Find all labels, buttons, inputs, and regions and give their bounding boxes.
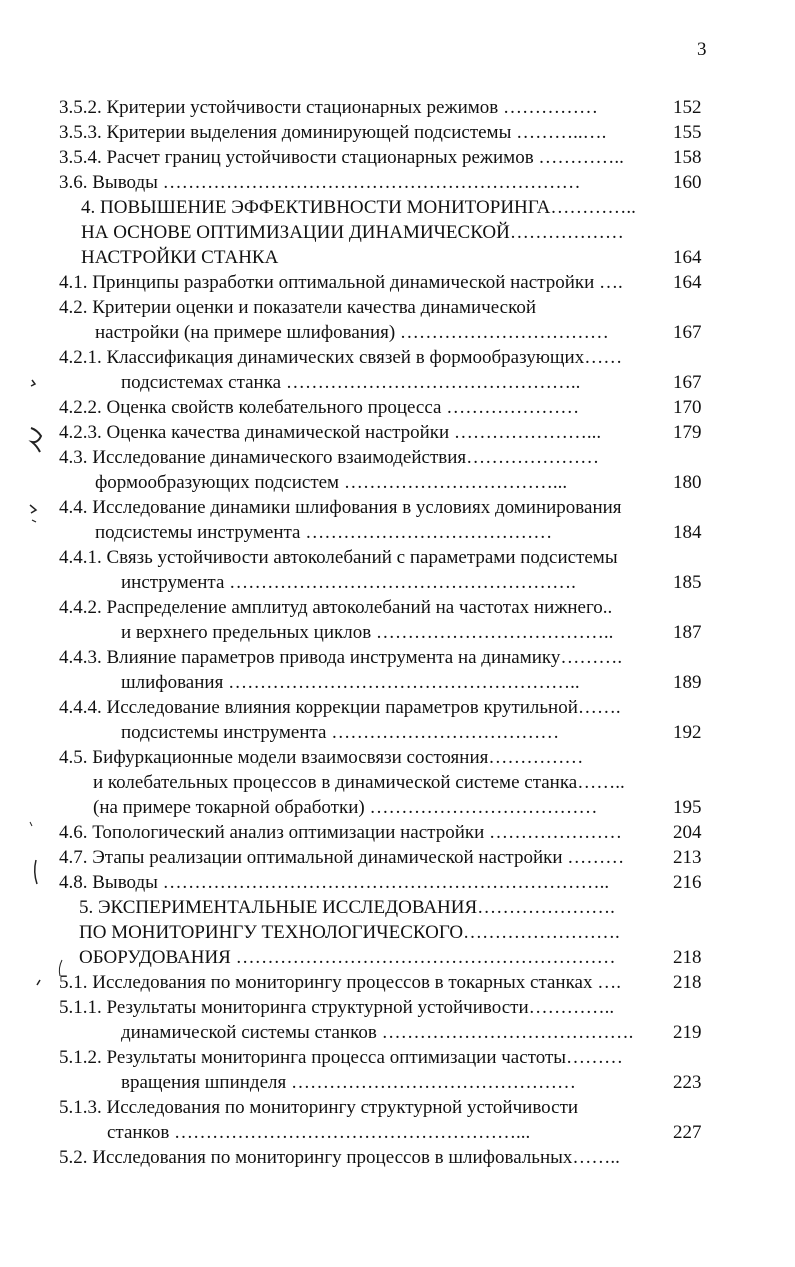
toc-line: 4.4.3. Влияние параметров привода инструмента на динамику………. xyxy=(59,647,623,668)
toc-line: 4.4.1. Связь устойчивости автоколебаний с параметрами подсистемы xyxy=(59,547,618,568)
toc-page-number: 167 xyxy=(673,372,702,393)
toc-line: 5. ЭКСПЕРИМЕНТАЛЬНЫЕ ИССЛЕДОВАНИЯ…………………. xyxy=(79,897,615,918)
toc-line: вращения шпинделя ……………………………………… xyxy=(121,1072,576,1093)
toc-line: настройки (на примере шлифования) …………………………… xyxy=(95,322,609,343)
toc-line: 5.1.1. Результаты мониторинга структурной устойчивости………….. xyxy=(59,997,615,1018)
toc-page-number: 223 xyxy=(673,1072,702,1093)
toc-page-number: 192 xyxy=(673,722,702,743)
toc-page-number: 180 xyxy=(673,472,702,493)
toc-line: (на примере токарной обработки) ……………………………… xyxy=(93,797,598,818)
toc-line: 4.6. Топологический анализ оптимизации настройки ………………… xyxy=(59,822,623,843)
toc-line: 4.2.1. Классификация динамических связей в формообразующих…… xyxy=(59,347,623,368)
toc-line: 4.2.3. Оценка качества динамической настройки …………………... xyxy=(59,422,602,443)
toc-line: подсистемы инструмента ……………………………… xyxy=(121,722,560,743)
toc-line: 4.2. Критерии оценки и показатели качества динамической xyxy=(59,297,537,318)
toc-line: 5.2. Исследования по мониторингу процессов в шлифовальных…….. xyxy=(59,1147,620,1168)
toc-page-number: 164 xyxy=(673,247,702,268)
toc-line: 4.4. Исследование динамики шлифования в условиях доминирования xyxy=(59,497,622,518)
scan-mark-8 xyxy=(59,960,62,976)
scan-mark-7 xyxy=(37,980,40,985)
toc-line: 3.6. Выводы ………………………………………………………… xyxy=(59,172,581,193)
toc-page-number: 170 xyxy=(673,397,702,418)
toc-line: инструмента ………………………………………………. xyxy=(121,572,576,593)
toc-page-number: 216 xyxy=(673,872,702,893)
toc-page-number: 218 xyxy=(673,972,702,993)
toc-page-number: 179 xyxy=(673,422,702,443)
toc-page-number: 184 xyxy=(673,522,702,543)
toc-line: 4.3. Исследование динамического взаимодействия………………… xyxy=(59,447,600,468)
toc-page-number: 167 xyxy=(673,322,702,343)
toc-page-number: 213 xyxy=(673,847,702,868)
toc-line: динамической системы станков …………………………………. xyxy=(121,1022,634,1043)
toc-page-number: 155 xyxy=(673,122,702,143)
scan-mark-4 xyxy=(32,520,36,522)
toc-line: 3.5.3. Критерии выделения доминирующей подсистемы ………..…. xyxy=(59,122,607,143)
toc-line: станков ………………………………………………... xyxy=(107,1122,531,1143)
toc-line: 5.1.3. Исследования по мониторингу структурной устойчивости xyxy=(59,1097,579,1118)
toc-line: 5.1.2. Результаты мониторинга процесса оптимизации частоты……… xyxy=(59,1047,624,1068)
toc-line: ОБОРУДОВАНИЯ …………………………………………………… xyxy=(79,947,616,968)
toc-line: и верхнего предельных циклов ……………………………….. xyxy=(121,622,614,643)
toc-line: 4.7. Этапы реализации оптимальной динамической настройки ……… xyxy=(59,847,625,868)
toc-line: ПО МОНИТОРИНГУ ТЕХНОЛОГИЧЕСКОГО……………………. xyxy=(79,922,620,943)
scan-mark-1 xyxy=(31,380,35,386)
toc-page-number: 164 xyxy=(673,272,702,293)
toc-line: 4.1. Принципы разработки оптимальной динамической настройки …. xyxy=(59,272,623,293)
toc-line: 4.8. Выводы …………………………………………………………….. xyxy=(59,872,610,893)
toc-page-number: 218 xyxy=(673,947,702,968)
toc-page-number: 195 xyxy=(673,797,702,818)
toc-line: НА ОСНОВЕ ОПТИМИЗАЦИИ ДИНАМИЧЕСКОЙ……………… xyxy=(81,222,624,243)
toc-page-number: 227 xyxy=(673,1122,702,1143)
toc-page-number: 219 xyxy=(673,1022,702,1043)
toc-line: подсистемы инструмента ………………………………… xyxy=(95,522,553,543)
toc-page-number: 185 xyxy=(673,572,702,593)
toc-line: подсистемах станка ……………………………………….. xyxy=(121,372,581,393)
toc-line: 4.4.4. Исследование влияния коррекции параметров крутильной……. xyxy=(59,697,621,718)
scan-mark-3 xyxy=(30,505,36,513)
toc-line: 4.2.2. Оценка свойств колебательного процесса ………………… xyxy=(59,397,580,418)
toc-line: 4.5. Бифуркационные модели взаимосвязи состояния…………… xyxy=(59,747,584,768)
toc-page-number: 160 xyxy=(673,172,702,193)
toc-line: 3.5.4. Расчет границ устойчивости стационарных режимов ………….. xyxy=(59,147,624,168)
page-number: 3 xyxy=(697,39,707,60)
toc-line: 4.4.2. Распределение амплитуд автоколебаний на частотах нижнего.. xyxy=(59,597,613,618)
toc-page-number: 204 xyxy=(673,822,702,843)
toc-line: и колебательных процессов в динамической системе станка…….. xyxy=(93,772,625,793)
scan-mark-2 xyxy=(31,428,41,452)
toc-page-number: 152 xyxy=(673,97,702,118)
toc-page-number: 189 xyxy=(673,672,702,693)
toc-page-number: 187 xyxy=(673,622,702,643)
scan-mark-5 xyxy=(30,822,32,826)
toc-page-number: 158 xyxy=(673,147,702,168)
toc-line: НАСТРОЙКИ СТАНКА xyxy=(81,247,279,268)
toc-line: шлифования ……………………………………………….. xyxy=(121,672,580,693)
toc-line: формообразующих подсистем ……………………………... xyxy=(95,472,568,493)
toc-line: 4. ПОВЫШЕНИЕ ЭФФЕКТИВНОСТИ МОНИТОРИНГА………….. xyxy=(81,197,636,218)
toc-line: 3.5.2. Критерии устойчивости стационарных режимов …………… xyxy=(59,97,599,118)
toc-line: 5.1. Исследования по мониторингу процессов в токарных станках …. xyxy=(59,972,621,993)
scan-mark-6 xyxy=(35,860,37,884)
